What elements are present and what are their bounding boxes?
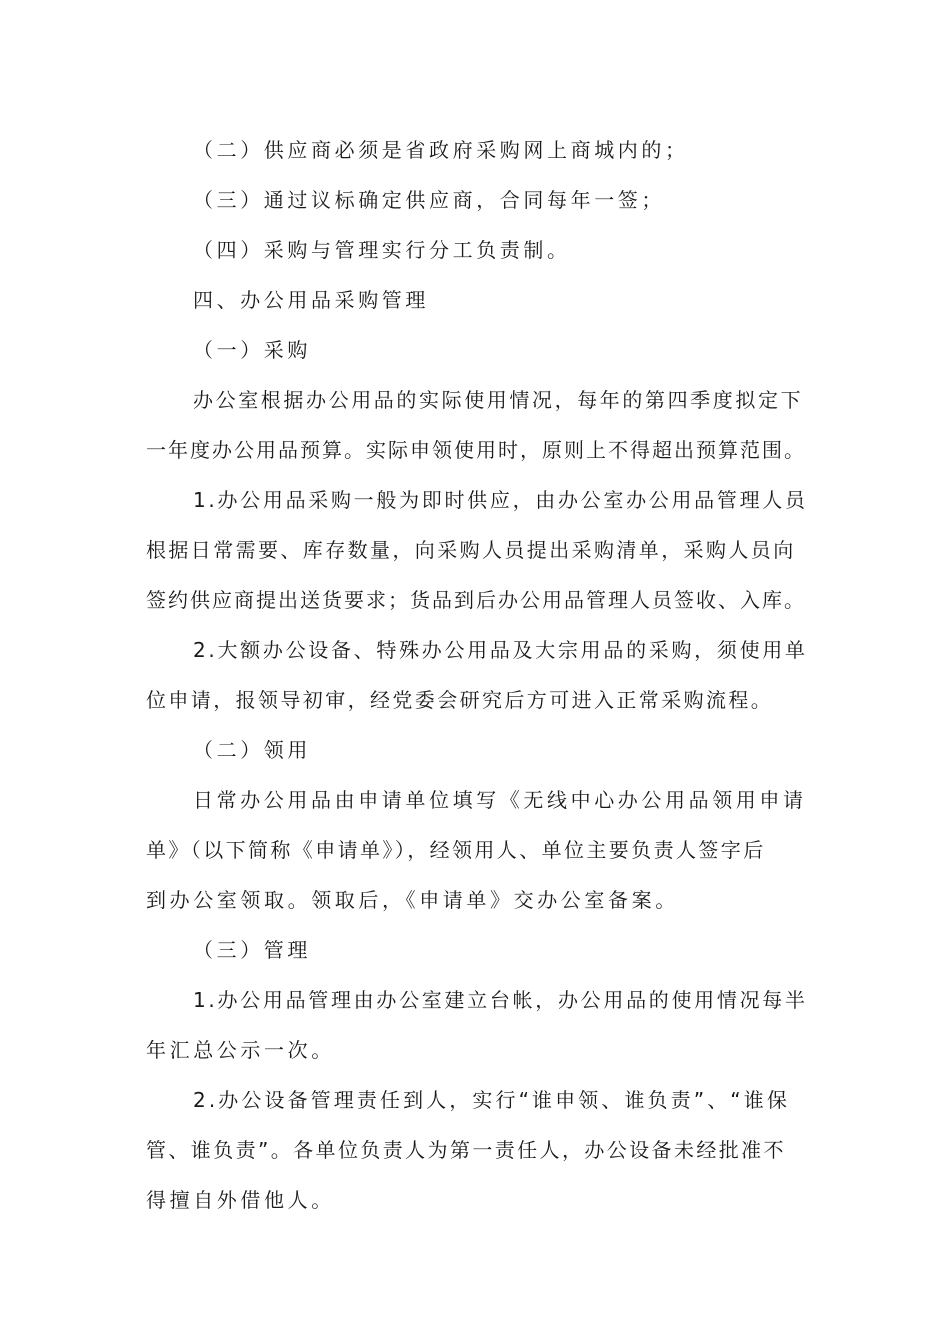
text-line: 根据日常需要、库存数量，向采购人员提出采购清单，采购人员向 bbox=[146, 538, 796, 562]
text-line: （三）通过议标确定供应商，合同每年一签； bbox=[193, 188, 665, 212]
text-line: 签约供应商提出送货要求；货品到后办公用品管理人员签收、入库。 bbox=[146, 588, 806, 612]
text-line: 得擅自外借他人。 bbox=[146, 1188, 335, 1212]
subsection-heading: （三）管理 bbox=[193, 938, 311, 962]
text-line: 2.大额办公设备、特殊办公用品及大宗用品的采购，须使用单 bbox=[193, 638, 808, 662]
text-line: 办公室根据办公用品的实际使用情况，每年的第四季度拟定下 bbox=[193, 388, 804, 412]
subsection-heading: （二）领用 bbox=[193, 738, 311, 762]
text-line: （四）采购与管理实行分工负责制。 bbox=[193, 238, 571, 262]
subsection-heading: （一）采购 bbox=[193, 338, 311, 362]
text-line: 2.办公设备管理责任到人，实行“谁申领、谁负责”、“谁保 bbox=[193, 1088, 790, 1112]
text-line: 1.办公用品采购一般为即时供应，由办公室办公用品管理人员 bbox=[193, 488, 808, 512]
text-line: 管、谁负责”。各单位负责人为第一责任人，办公设备未经批准不 bbox=[146, 1138, 786, 1162]
text-line: 1.办公用品管理由办公室建立台帐，办公用品的使用情况每半 bbox=[193, 988, 808, 1012]
text-line: 位申请，报领导初审，经党委会研究后方可进入正常采购流程。 bbox=[146, 688, 774, 712]
text-line: 单》（以下简称《申请单》），经领用人、单位主要负责人签字后 bbox=[146, 838, 766, 862]
text-line: 到办公室领取。领取后，《申请单》交办公室备案。 bbox=[146, 888, 679, 912]
section-heading: 四、办公用品采购管理 bbox=[193, 288, 429, 312]
text-line: 年汇总公示一次。 bbox=[146, 1038, 335, 1062]
text-line: 一年度办公用品预算。实际申领使用时，原则上不得超出预算范围。 bbox=[146, 438, 806, 462]
text-line: （二）供应商必须是省政府采购网上商城内的； bbox=[193, 138, 689, 162]
text-line: 日常办公用品由申请单位填写《无线中心办公用品领用申请 bbox=[193, 788, 807, 812]
